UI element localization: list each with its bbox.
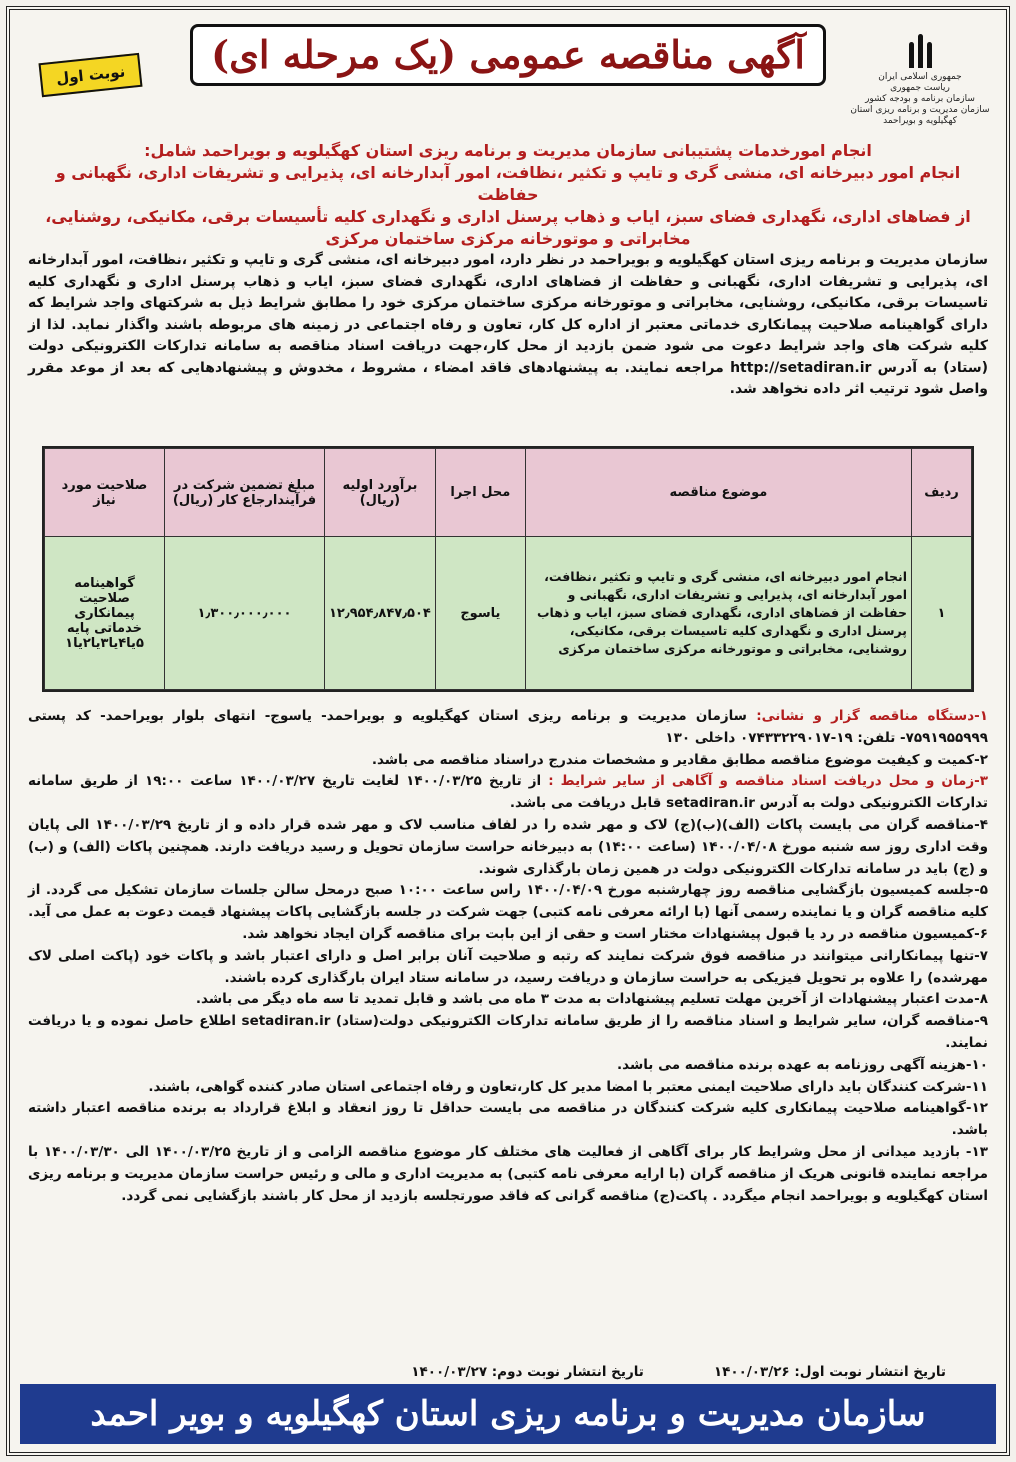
publication-dates [28, 1364, 946, 1380]
clause-5: ۵-جلسه کمیسیون بازگشایی مناقصه روز چهارشنبه مورخ ۱۴۰۰/۰۴/۰۹ راس ساعت ۱۰:۰۰ صبح درمحل سالن جلسات سازمان تشکیل می گردد. از کلیه مناقصه گران و یا نماینده رسمی آنها (با ارائه معرفی نامه کتبی) جهت شرکت در جلسه بازگشایی پاکات پیشنهاد قیمت دعوت به عمل می آید. [28, 882, 988, 921]
clause-11: ۱۱-شرکت کنندگان باید دارای صلاحیت ایمنی معتبر با امضا مدیر کل کار،تعاون و رفاه اجتماعی استان صادر کننده گواهی، باشند. [148, 1078, 988, 1095]
footer-organization-name: سازمان مدیریت و برنامه ریزی استان کهگیلویه و بویر احمد [20, 1384, 996, 1444]
subject-line: مخابراتی و موتورخانه مرکزی ساختمان مرکزی [325, 229, 691, 248]
clause-12: ۱۲-گواهینامه صلاحیت پیمانکاری کلیه شرکت کنندگان در مناقصه می بایست حداقل تا روز انعقاد و ابلاغ قرارداد به برنده مناقصه اعتبار داشته باشد. [28, 1100, 988, 1139]
cell-estimate: ۱۲٫۹۵۴٫۸۴۷٫۵۰۴ [325, 537, 436, 690]
subject-line: انجام امورخدمات پشتیبانی سازمان مدیریت و برنامه ریزی استان کهگیلویه و بویراحمد شامل: [144, 141, 872, 160]
clauses [28, 706, 988, 1207]
clause-label: ۳-زمان و محل دریافت اسناد مناقصه و آگاهی از سایر شرایط : [548, 773, 988, 790]
clause-1 [28, 706, 988, 750]
clause-3 [28, 771, 988, 815]
cell-subject: انجام امور دبیرخانه ای، منشی گری و تایپ و تکثیر ،نظافت، امور آبدارخانه ای، پذیرایی و تشریفات اداری، نگهبانی و حفاظت از فضاهای اداری، نگهداری فضای سبز، ایاب و ذهاب پرسنل اداری و نگهداری کلیه تاسیسات برقی، مکانیکی، روشنایی، مخابراتی و موتورخانه مرکزی ساختمان مرکزی [525, 537, 911, 690]
clause-text: از تاریخ ۱۴۰۰/۰۳/۲۵ لغایت تاریخ ۱۴۰۰/۰۳/۲۷ ساعت ۱۹:۰۰ از طریق سامانه تدارکات الکترونیکی دولت به آدرس setadiran.ir قابل دریافت می باشد. [28, 773, 988, 812]
tender-notice [6, 6, 1010, 1456]
clause-7: ۷-تنها پیمانکارانی میتوانند در مناقصه فوق شرکت نمایند که رتبه و صلاحیت آنان برابر اصل و دارای اعتبار باشد و پاکات خود (پاکت اصلی لاک مهرشده) را علاوه بر تحویل فیزیکی به حراست سازمان و دریافت رسید، در سامانه ستاد ایران بارگذاری کرده باشند. [28, 947, 988, 986]
header-location: محل اجرا [435, 449, 525, 537]
tender-subject [28, 140, 988, 250]
header-qualification: صلاحیت مورد نیاز [45, 449, 165, 537]
cell-qualification: گواهینامه صلاحیت پیمانکاری خدماتی پایه ۵یا۴یا۳یا۲یا۱ [45, 537, 165, 690]
clause-13: ۱۳- بازدید میدانی از محل وشرایط کار برای آگاهی از فعالیت های مختلف کار موضوع مناقصه الزامی و از تاریخ ۱۴۰۰/۰۳/۲۵ الی ۱۴۰۰/۰۳/۳۰ با مراجعه نماینده قانونی هریک از مناقصه گران (با ارایه معرفی نامه کتبی) به مدیریت اداری و مالی و رئیس حراست سازمان مدیریت و برنامه ریزی استان کهگیلویه و بویراحمد انجام میگردد . پاکت(ج) مناقصه گرانی که فاقد صورتجلسه بازدید از محل کار باشند بازگشایی نمی گردد. [28, 1143, 988, 1204]
first-publication-badge: نوبت اول [39, 53, 143, 97]
clause-10: ۱۰-هزینه آگهی روزنامه به عهده برنده مناقصه می باشد. [617, 1056, 988, 1073]
clause-2: ۲-کمیت و کیفیت موضوع مناقصه مطابق مقادیر و مشخصات مندرج دراسناد مناقصه می باشد. [371, 751, 988, 768]
clause-4: ۴-مناقصه گران می بایست پاکات (الف)(ب)(ج) لاک و مهر شده را در لفاف مناسب لاک و مهر شده قرار داده و از تاریخ ۱۴۰۰/۰۳/۲۹ الی پایان وقت اداری روز سه شنبه مورخ ۱۴۰۰/۰۴/۰۸ (ساعت ۱۴:۰۰) به دبیرخانه حراست سازمان تحویل و رسید دریافت دارند. همچنین پاکات (الف) و (ب) و (ج) باید در سامانه تدارکات الکترونیکی دولت در همین زمان بارگذاری شوند. [28, 816, 989, 877]
intro-paragraph: سازمان مدیریت و برنامه ریزی استان کهگیلویه و بویراحمد در نظر دارد، امور دبیرخانه ای، منشی گری و تایپ و تکثیر ،نظافت، امور آبدارخانه ای، پذیرایی و تشریفات اداری، نگهبانی و حفاظت از فضاهای اداری، نگهداری فضای سبز، ایاب و ذهاب پرسنل اداری و نگهداری کلیه تاسیسات برقی، مکانیکی، روشنایی، مخابراتی و موتورخانه مرکزی ساختمان مرکزی خود را مطابق شرایط ذیل به شرکتهای واجد شرایط که دارای گواهینامه صلاحیت پیمانکاری خدماتی معتبر از اداره کل کار، تعاون و رفاه اجتماعی در زمینه های مربوطه باشند واگذار نماید. لذا از کلیه شرکت های واجد شرایط دعوت می شود ضمن بازدید از محل کار،جهت دریافت اسناد مناقصه به سامانه تدارکات الکترونیکی دولت (ستاد) به آدرس http://setadiran.ir مراجعه نمایند. به پیشنهادهای فاقد امضاء ، مشروط ، مخدوش و پیشنهادهایی که بعد از موعد مقرر واصل شود ترتیب اثر داده نخواهد شد. [28, 252, 988, 397]
table-header-row [45, 449, 972, 537]
clause-text: سازمان مدیریت و برنامه ریزی استان کهگیلویه و بویراحمد- یاسوج- انتهای بلوار بویراحمد- کد پستی ۷۵۹۱۹۵۵۹۹۹- تلفن: ۱۹-۰۷۴۳۳۲۲۹۰۱۷ داخلی ۱۳۰ [28, 708, 988, 746]
header-estimate: برآورد اولیه (ریال) [325, 449, 436, 537]
first-publication-date: تاریخ انتشار نوبت اول: ۱۴۰۰/۰۳/۲۶ [713, 1364, 946, 1380]
header-guarantee: مبلغ تضمین شرکت در فرآیندارجاع کار (ریال) [165, 449, 325, 537]
cell-guarantee: ۱٫۳۰۰٫۰۰۰٫۰۰۰ [165, 537, 325, 690]
header-subject: موضوع مناقصه [525, 449, 911, 537]
organization-logo [850, 34, 990, 127]
cell-location: یاسوج [435, 537, 525, 690]
clause-8: ۸-مدت اعتبار پیشنهادات از آخرین مهلت تسلیم پیشنهادات به مدت ۳ ماه می باشد و قابل تمدید تا سه ماه دیگر می باشد. [195, 991, 988, 1008]
subject-line: از فضاهای اداری، نگهداری فضای سبز، ایاب و ذهاب پرسنل اداری و نگهداری کلیه تأسیسات برقی، مکانیکی، روشنایی، [45, 207, 971, 226]
clause-6: ۶-کمیسیون مناقصه در رد یا قبول پیشنهادات مختار است و حقی از این بابت برای مناقصه گران ایجاد نخواهد شد. [242, 925, 988, 942]
clause-9: ۹-مناقصه گران، سایر شرایط و اسناد مناقصه را از طریق سامانه تدارکات الکترونیکی دولت(ستاد) setadiran.ir اطلاع حاصل نموده و یا دریافت نمایند. [28, 1013, 989, 1051]
subject-line: انجام امور دبیرخانه ای، منشی گری و تایپ و تکثیر ،نظافت، امور آبدارخانه ای، پذیرایی و تشریفات اداری، نگهبانی و حفاظت [55, 163, 961, 204]
header [20, 18, 996, 136]
second-publication-date: تاریخ انتشار نوبت دوم: ۱۴۰۰/۰۳/۲۷ [411, 1364, 644, 1380]
header-row-number: ردیف [912, 449, 972, 537]
clause-label: ۱-دستگاه مناقصه گزار و نشانی: [756, 708, 988, 724]
cell-row-number: ۱ [912, 537, 972, 690]
logo-line: سازمان برنامه و بودجه کشور [865, 94, 975, 104]
iran-emblem-icon [905, 34, 935, 68]
logo-line: ریاست جمهوری [890, 83, 950, 93]
logo-line: جمهوری اسلامی ایران [878, 72, 962, 82]
tender-table [42, 446, 974, 692]
page-title: آگهی مناقصه عمومی (یک مرحله ای) [190, 24, 826, 86]
logo-line: سازمان مدیریت و برنامه ریزی استان کهگیلویه و بویراحمد [850, 105, 990, 126]
table-row [45, 537, 972, 690]
